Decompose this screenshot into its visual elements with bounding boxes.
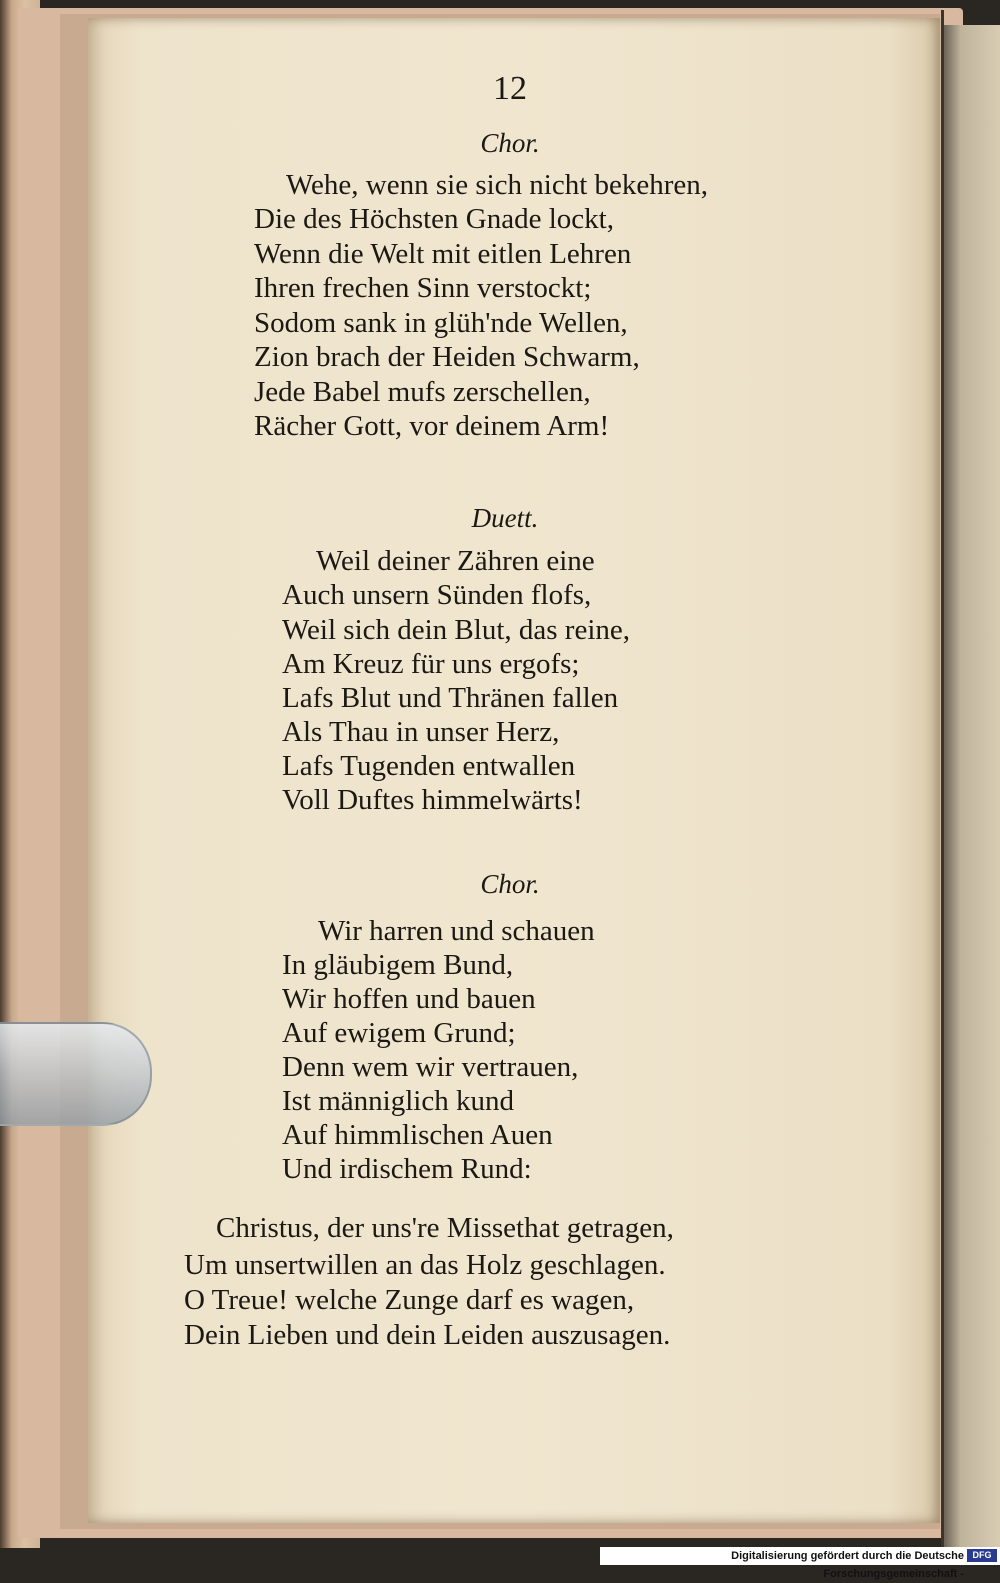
verse-line: Zion brach der Heiden Schwarm, — [254, 341, 640, 373]
verse-line: Voll Duftes himmelwärts! — [282, 784, 583, 816]
closing-line: Christus, der uns're Missethat getragen, — [216, 1212, 674, 1244]
verse-line: Die des Höchsten Gnade lockt, — [254, 203, 614, 235]
closing-line: Um unsertwillen an das Holz geschlagen. — [184, 1249, 666, 1281]
verse-line: Auch unsern Sünden flofs, — [282, 579, 592, 611]
verse-line: Wenn die Welt mit eitlen Lehren — [254, 238, 632, 270]
footer-credit-text: Digitalisierung gefördert durch die Deutsche Forschungsgemeinschaft - — [731, 1550, 964, 1580]
verse-line: Und irdischem Rund: — [282, 1153, 532, 1185]
verse-line: Ihren frechen Sinn verstockt; — [254, 272, 592, 304]
verse-line: Auf himmlischen Auen — [282, 1119, 553, 1151]
verse-line: Jede Babel mufs zerschellen, — [254, 376, 591, 408]
verse-line: Sodom sank in glüh'nde Wellen, — [254, 307, 628, 339]
digitization-footer — [600, 1547, 1000, 1580]
verse-line: Wir hoffen und bauen — [282, 983, 536, 1015]
verse-line: Wehe, wenn sie sich nicht bekehren, — [286, 169, 709, 201]
verse-line: Denn wem wir vertrauen, — [282, 1051, 579, 1083]
verse-line: Ist männiglich kund — [282, 1085, 514, 1117]
verse-line: Lafs Tugenden entwallen — [282, 750, 576, 782]
section-heading: Chor. — [480, 869, 540, 899]
verse-line: Als Thau in unser Herz, — [282, 716, 560, 748]
verse-line: In gläubigem Bund, — [282, 949, 514, 981]
verse-line: Auf ewigem Grund; — [282, 1017, 516, 1049]
page-number: 12 — [493, 70, 527, 107]
section-heading: Chor. — [480, 128, 540, 158]
verse-line: Wir harren und schauen — [318, 915, 595, 947]
dfg-logo-icon: DFG — [967, 1549, 997, 1562]
verse-line: Weil deiner Zähren eine — [316, 545, 595, 577]
section-heading: Duett. — [471, 503, 539, 533]
closing-line: O Treue! welche Zunge darf es wagen, — [184, 1284, 635, 1316]
verse-line: Lafs Blut und Thränen fallen — [282, 682, 619, 714]
closing-line: Dein Lieben und dein Leiden auszusagen. — [184, 1319, 671, 1351]
verse-line: Weil sich dein Blut, das reine, — [282, 614, 630, 646]
verse-line: Rächer Gott, vor deinem Arm! — [254, 410, 610, 442]
verse-line: Am Kreuz für uns ergofs; — [282, 648, 580, 680]
